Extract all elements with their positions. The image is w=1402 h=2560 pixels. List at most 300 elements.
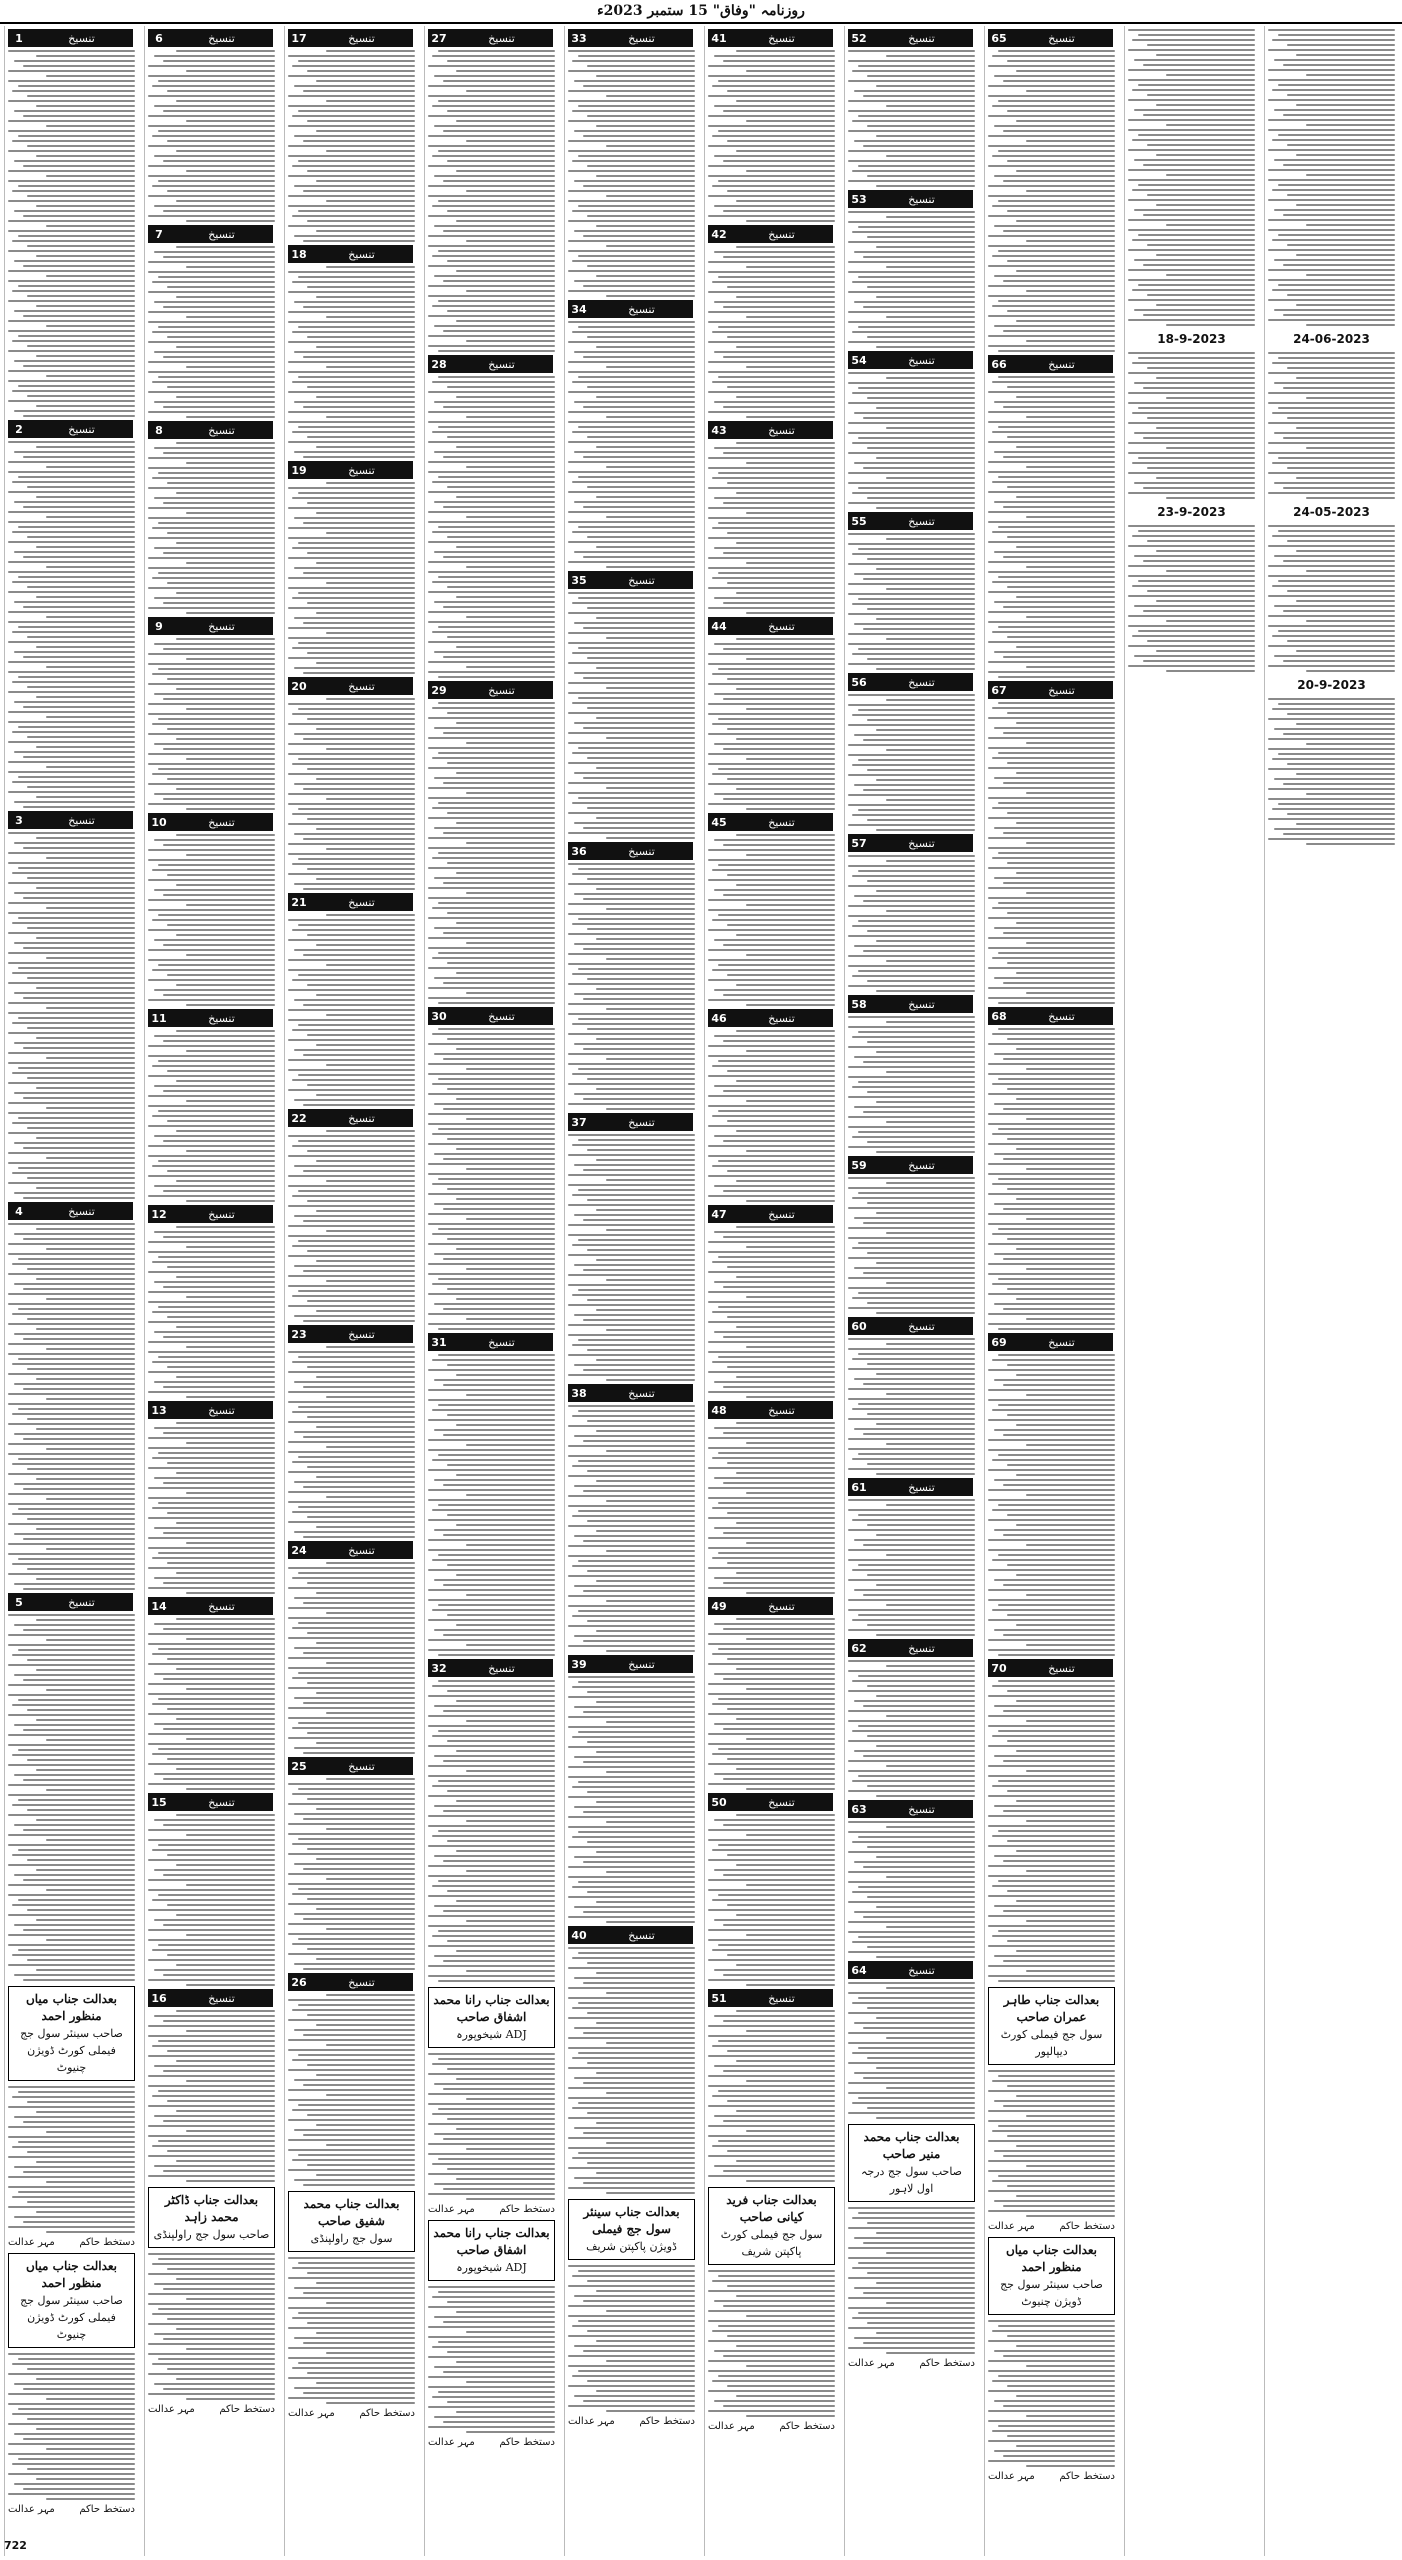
- court-seal: مہر عدالت: [848, 2358, 895, 2369]
- notice-label: تنسیخ: [590, 1926, 693, 1944]
- court-subtitle: ADJ شیخوپورہ: [456, 2261, 527, 2274]
- notice-number: 62: [848, 1639, 870, 1657]
- notice-label: تنسیخ: [730, 1989, 833, 2007]
- notice-body-text: [1268, 525, 1395, 672]
- notice-header: [148, 617, 275, 635]
- notice-body-text: [708, 834, 835, 1006]
- classified-page: [4, 26, 1398, 2556]
- notice-body-text: [988, 50, 1115, 352]
- notice-number: 40: [568, 1926, 590, 1944]
- notice-label: تنسیخ: [450, 1333, 553, 1351]
- notice-header: [568, 842, 695, 860]
- notice-label: تنسیخ: [1010, 355, 1113, 373]
- notice-header: [848, 1961, 975, 1979]
- notice-body-text: [708, 1422, 835, 1594]
- notice-number: 26: [288, 1973, 310, 1991]
- notice-label: تنسیخ: [170, 1205, 273, 1223]
- notice-number: 56: [848, 673, 870, 691]
- notice-body-text: [148, 442, 275, 614]
- court-subtitle: صاحب سینئر سول جج فیملی کورٹ ڈویژن چنیوٹ: [20, 2027, 123, 2074]
- notice-label: تنسیخ: [450, 29, 553, 47]
- masthead: [0, 0, 1402, 24]
- notice-label: تنسیخ: [310, 677, 413, 695]
- court-seal: مہر عدالت: [428, 2204, 475, 2215]
- notice-number: 18: [288, 245, 310, 263]
- judge-signature: دستخط حاکم: [499, 2204, 555, 2215]
- notice-body-text: [288, 1346, 415, 1538]
- notice-body-text: [148, 1030, 275, 1202]
- court-seal: مہر عدالت: [428, 2437, 475, 2448]
- signature-row: [848, 2358, 975, 2369]
- notice-number: 66: [988, 355, 1010, 373]
- notice-number: 64: [848, 1961, 870, 1979]
- notice-header: [288, 1325, 415, 1343]
- column-c3: [284, 26, 418, 2556]
- notice-number: 47: [708, 1205, 730, 1223]
- notice-header: [148, 421, 275, 439]
- notice-number: 69: [988, 1333, 1010, 1351]
- notice-header: [708, 421, 835, 439]
- court-title: بعدالت جناب میاں منظور احمد: [1005, 2243, 1098, 2274]
- notice-number: 43: [708, 421, 730, 439]
- notice-body-text: [8, 1614, 135, 1981]
- notice-body-text: [288, 698, 415, 890]
- notice-body-text: [568, 1405, 695, 1652]
- judge-signature: دستخط حاکم: [639, 2416, 695, 2427]
- court-title: بعدالت جناب میاں منظور احمد: [25, 2259, 118, 2290]
- signature-row: [288, 2408, 415, 2419]
- hearing-date: 20-9-2023: [1297, 678, 1366, 692]
- notice-label: تنسیخ: [870, 29, 973, 47]
- court-seal: مہر عدالت: [568, 2416, 615, 2427]
- notice-body-text: [148, 638, 275, 810]
- notice-number: 38: [568, 1384, 590, 1402]
- court-seal: مہر عدالت: [288, 2408, 335, 2419]
- court-seal: مہر عدالت: [8, 2237, 55, 2248]
- notice-number: 27: [428, 29, 450, 47]
- notice-header: [848, 834, 975, 852]
- notice-number: 35: [568, 571, 590, 589]
- notice-label: تنسیخ: [30, 29, 133, 47]
- notice-label: تنسیخ: [450, 1007, 553, 1025]
- notice-body-text: [568, 50, 695, 297]
- court-subtitle: سول جج فیملی کورٹ پاکپتن شریف: [720, 2228, 823, 2258]
- column-c4: [424, 26, 558, 2556]
- notice-header: [288, 1109, 415, 1127]
- notice-body-text: [288, 2257, 415, 2404]
- court-notice-header: [708, 2187, 835, 2265]
- notice-body-text: [988, 2070, 1115, 2217]
- notice-body-text: [568, 592, 695, 839]
- notice-header: [148, 1009, 275, 1027]
- notice-header: [288, 245, 415, 263]
- notice-label: تنسیخ: [730, 617, 833, 635]
- notice-label: تنسیخ: [310, 1325, 413, 1343]
- notice-header: [568, 1384, 695, 1402]
- notice-number: 9: [148, 617, 170, 635]
- notice-header: [708, 1009, 835, 1027]
- notice-number: 45: [708, 813, 730, 831]
- notice-label: تنسیخ: [590, 1655, 693, 1673]
- notice-body-text: [288, 1562, 415, 1754]
- notice-body-text: [8, 2086, 135, 2233]
- notice-number: 4: [8, 1202, 30, 1220]
- notice-number: 17: [288, 29, 310, 47]
- notice-number: 11: [148, 1009, 170, 1027]
- notice-header: [148, 1597, 275, 1615]
- column-c7: [844, 26, 978, 2556]
- notice-label: تنسیخ: [170, 813, 273, 831]
- notice-body-text: [848, 694, 975, 831]
- notice-number: 7: [148, 225, 170, 243]
- notice-header: [848, 1478, 975, 1496]
- notice-label: تنسیخ: [870, 834, 973, 852]
- notice-body-text: [708, 1030, 835, 1202]
- notice-label: تنسیخ: [310, 1109, 413, 1127]
- notice-header: [988, 1333, 1115, 1351]
- court-subtitle: سول جج راولپنڈی: [310, 2232, 393, 2245]
- notice-number: 33: [568, 29, 590, 47]
- notice-header: [428, 29, 555, 47]
- notice-body-text: [988, 1028, 1115, 1330]
- notice-header: [848, 190, 975, 208]
- notice-number: 1: [8, 29, 30, 47]
- notice-number: 65: [988, 29, 1010, 47]
- notice-number: 39: [568, 1655, 590, 1673]
- column-c1: [4, 26, 138, 2556]
- notice-header: [848, 1800, 975, 1818]
- notice-header: [708, 29, 835, 47]
- notice-label: تنسیخ: [310, 29, 413, 47]
- notice-header: [428, 1333, 555, 1351]
- notice-header: [288, 1973, 415, 1991]
- judge-signature: دستخط حاکم: [79, 2504, 135, 2515]
- notice-body-text: [708, 50, 835, 222]
- notice-header: [428, 1659, 555, 1677]
- notice-header: [428, 355, 555, 373]
- notice-number: 29: [428, 681, 450, 699]
- notice-body-text: [428, 2286, 555, 2433]
- court-seal: مہر عدالت: [8, 2504, 55, 2515]
- notice-label: تنسیخ: [1010, 1333, 1113, 1351]
- notice-body-text: [8, 832, 135, 1199]
- column-c8: [984, 26, 1118, 2556]
- judge-signature: دستخط حاکم: [1059, 2471, 1115, 2482]
- notice-number: 31: [428, 1333, 450, 1351]
- notice-label: تنسیخ: [870, 995, 973, 1013]
- notice-body-text: [288, 1778, 415, 1970]
- notice-number: 2: [8, 420, 30, 438]
- notice-label: تنسیخ: [590, 571, 693, 589]
- notice-number: 8: [148, 421, 170, 439]
- notice-body-text: [1268, 352, 1395, 499]
- column-c6: [704, 26, 838, 2556]
- notice-label: تنسیخ: [170, 421, 273, 439]
- notice-header: [8, 811, 135, 829]
- notice-number: 49: [708, 1597, 730, 1615]
- notice-label: تنسیخ: [450, 1659, 553, 1677]
- notice-body-text: [8, 50, 135, 417]
- notice-header: [288, 461, 415, 479]
- notice-label: تنسیخ: [870, 1961, 973, 1979]
- court-subtitle: صاحب سینئر سول جج ڈویژن چنیوٹ: [1000, 2278, 1103, 2308]
- court-notice-header: [148, 2187, 275, 2248]
- notice-body-text: [428, 2053, 555, 2200]
- column-extra-0: [1124, 26, 1258, 2556]
- notice-header: [568, 1655, 695, 1673]
- notice-label: تنسیخ: [310, 1973, 413, 1991]
- signature-row: [8, 2504, 135, 2515]
- notice-label: تنسیخ: [1010, 1659, 1113, 1677]
- notice-label: تنسیخ: [870, 1156, 973, 1174]
- notice-body-text: [8, 2353, 135, 2500]
- notice-body-text: [148, 834, 275, 1006]
- notice-body-text: [428, 1354, 555, 1656]
- signature-row: [988, 2471, 1115, 2482]
- court-notice-header: [8, 2253, 135, 2348]
- notice-number: 68: [988, 1007, 1010, 1025]
- notice-header: [568, 29, 695, 47]
- notice-header: [708, 1401, 835, 1419]
- court-notice-header: [568, 2199, 695, 2260]
- notice-number: 19: [288, 461, 310, 479]
- notice-body-text: [148, 1814, 275, 1986]
- judge-signature: دستخط حاکم: [779, 2421, 835, 2432]
- notice-body-text: [708, 638, 835, 810]
- notice-header: [568, 1926, 695, 1944]
- court-seal: مہر عدالت: [708, 2421, 755, 2432]
- notice-body-text: [568, 1134, 695, 1381]
- notice-number: 24: [288, 1541, 310, 1559]
- notice-label: تنسیخ: [730, 225, 833, 243]
- notice-body-text: [988, 702, 1115, 1004]
- judge-signature: دستخط حاکم: [79, 2237, 135, 2248]
- notice-body-text: [848, 2207, 975, 2354]
- notice-header: [848, 29, 975, 47]
- notice-label: تنسیخ: [30, 420, 133, 438]
- column-extra-1: [1264, 26, 1398, 2556]
- court-subtitle: سول جج فیملی کورٹ دیپالپور: [1000, 2028, 1103, 2058]
- notice-header: [288, 29, 415, 47]
- notice-label: تنسیخ: [170, 1793, 273, 1811]
- notice-label: تنسیخ: [310, 893, 413, 911]
- notice-label: تنسیخ: [1010, 1007, 1113, 1025]
- notice-label: تنسیخ: [310, 1757, 413, 1775]
- court-title: بعدالت جناب محمد منیر صاحب: [863, 2130, 960, 2161]
- notice-header: [288, 1757, 415, 1775]
- court-seal: مہر عدالت: [988, 2221, 1035, 2232]
- notice-label: تنسیخ: [1010, 29, 1113, 47]
- notice-number: 6: [148, 29, 170, 47]
- notice-body-text: [708, 2010, 835, 2182]
- notice-header: [288, 1541, 415, 1559]
- notice-body-text: [708, 1226, 835, 1398]
- hearing-date: 24-05-2023: [1293, 505, 1370, 519]
- notice-header: [568, 571, 695, 589]
- notice-label: تنسیخ: [870, 1639, 973, 1657]
- court-title: بعدالت جناب سینئر سول جج فیملی: [583, 2205, 680, 2236]
- notice-header: [708, 1989, 835, 2007]
- notice-number: 67: [988, 681, 1010, 699]
- notice-label: تنسیخ: [450, 681, 553, 699]
- signature-row: [568, 2416, 695, 2427]
- notice-number: 5: [8, 1593, 30, 1611]
- notice-header: [428, 1007, 555, 1025]
- notice-number: 70: [988, 1659, 1010, 1677]
- notice-label: تنسیخ: [730, 1009, 833, 1027]
- notice-number: 48: [708, 1401, 730, 1419]
- notice-number: 36: [568, 842, 590, 860]
- notice-body-text: [1128, 525, 1255, 672]
- notice-number: 3: [8, 811, 30, 829]
- notice-label: تنسیخ: [170, 1401, 273, 1419]
- notice-label: تنسیخ: [30, 1593, 133, 1611]
- notice-body-text: [148, 2253, 275, 2400]
- notice-header: [848, 673, 975, 691]
- column-c5: [564, 26, 698, 2556]
- court-seal: مہر عدالت: [988, 2471, 1035, 2482]
- notice-label: تنسیخ: [730, 1793, 833, 1811]
- notice-label: تنسیخ: [170, 1989, 273, 2007]
- notice-body-text: [568, 1676, 695, 1923]
- hearing-date: 24-06-2023: [1293, 332, 1370, 346]
- notice-header: [848, 1639, 975, 1657]
- court-title: بعدالت جناب فرید کیانی صاحب: [726, 2193, 817, 2224]
- notice-label: تنسیخ: [870, 190, 973, 208]
- signature-row: [428, 2437, 555, 2448]
- notice-number: 50: [708, 1793, 730, 1811]
- court-notice-header: [428, 1987, 555, 2048]
- notice-label: تنسیخ: [870, 1478, 973, 1496]
- notice-label: تنسیخ: [730, 1597, 833, 1615]
- signature-row: [148, 2404, 275, 2415]
- court-seal: مہر عدالت: [148, 2404, 195, 2415]
- court-subtitle: صاحب سول جج درجہ اول لاہور: [860, 2165, 963, 2195]
- notice-header: [988, 681, 1115, 699]
- notice-number: 46: [708, 1009, 730, 1027]
- notice-body-text: [848, 1821, 975, 1958]
- notice-label: تنسیخ: [170, 29, 273, 47]
- notice-body-text: [568, 1947, 695, 2194]
- hearing-date: 23-9-2023: [1157, 505, 1226, 519]
- notice-label: تنسیخ: [730, 1401, 833, 1419]
- notice-number: 20: [288, 677, 310, 695]
- notice-body-text: [568, 2265, 695, 2412]
- notice-number: 37: [568, 1113, 590, 1131]
- notice-header: [708, 225, 835, 243]
- notice-header: [848, 1317, 975, 1335]
- notice-number: 28: [428, 355, 450, 373]
- notice-body-text: [988, 376, 1115, 678]
- notice-body-text: [848, 855, 975, 992]
- notice-body-text: [1128, 29, 1255, 326]
- judge-signature: دستخط حاکم: [219, 2404, 275, 2415]
- notice-header: [708, 1205, 835, 1223]
- court-notice-header: [988, 1987, 1115, 2065]
- notice-number: 61: [848, 1478, 870, 1496]
- notice-number: 14: [148, 1597, 170, 1615]
- notice-body-text: [848, 1982, 975, 2119]
- notice-body-text: [848, 1177, 975, 1314]
- notice-header: [848, 1156, 975, 1174]
- notice-label: تنسیخ: [170, 1009, 273, 1027]
- notice-label: تنسیخ: [870, 1800, 973, 1818]
- notice-number: 60: [848, 1317, 870, 1335]
- notice-header: [288, 677, 415, 695]
- notice-label: تنسیخ: [590, 842, 693, 860]
- notice-body-text: [988, 1680, 1115, 1982]
- judge-signature: دستخط حاکم: [919, 2358, 975, 2369]
- judge-signature: دستخط حاکم: [1059, 2221, 1115, 2232]
- notice-number: 30: [428, 1007, 450, 1025]
- notice-body-text: [848, 1338, 975, 1475]
- notice-header: [148, 1401, 275, 1419]
- notice-body-text: [568, 863, 695, 1110]
- notice-label: تنسیخ: [170, 617, 273, 635]
- court-notice-header: [848, 2124, 975, 2202]
- notice-number: 13: [148, 1401, 170, 1419]
- judge-signature: دستخط حاکم: [499, 2437, 555, 2448]
- notice-label: تنسیخ: [170, 1597, 273, 1615]
- notice-number: 12: [148, 1205, 170, 1223]
- notice-body-text: [148, 246, 275, 418]
- notice-body-text: [428, 376, 555, 678]
- notice-number: 53: [848, 190, 870, 208]
- notice-header: [708, 1597, 835, 1615]
- notice-number: 57: [848, 834, 870, 852]
- hearing-date: 18-9-2023: [1157, 332, 1226, 346]
- notice-body-text: [708, 442, 835, 614]
- notice-header: [148, 813, 275, 831]
- notice-number: 54: [848, 351, 870, 369]
- notice-body-text: [848, 211, 975, 348]
- notice-body-text: [148, 1618, 275, 1790]
- notice-label: تنسیخ: [730, 29, 833, 47]
- notice-body-text: [848, 1016, 975, 1153]
- notice-header: [148, 1793, 275, 1811]
- court-subtitle: ڈویژن پاکپتن شریف: [586, 2240, 677, 2253]
- notice-body-text: [148, 1422, 275, 1594]
- notice-body-text: [8, 441, 135, 808]
- notice-body-text: [1268, 698, 1395, 845]
- notice-label: تنسیخ: [170, 225, 273, 243]
- court-notice-header: [288, 2191, 415, 2252]
- notice-label: تنسیخ: [310, 245, 413, 263]
- notice-label: تنسیخ: [730, 813, 833, 831]
- notice-header: [428, 681, 555, 699]
- notice-number: 23: [288, 1325, 310, 1343]
- masthead-title: روزنامہ "وفاق" 15 ستمبر 2023ء: [597, 3, 805, 19]
- notice-number: 21: [288, 893, 310, 911]
- judge-signature: دستخط حاکم: [359, 2408, 415, 2419]
- notice-body-text: [288, 50, 415, 242]
- signature-row: [988, 2221, 1115, 2232]
- notice-number: 15: [148, 1793, 170, 1811]
- notice-label: تنسیخ: [870, 512, 973, 530]
- court-subtitle: صاحب سینئر سول جج فیملی کورٹ ڈویژن چنیوٹ: [20, 2294, 123, 2341]
- notice-label: تنسیخ: [310, 1541, 413, 1559]
- notice-body-text: [428, 1028, 555, 1330]
- notice-body-text: [848, 1660, 975, 1797]
- notice-label: تنسیخ: [590, 1113, 693, 1131]
- notice-number: 10: [148, 813, 170, 831]
- court-title: بعدالت جناب محمد شفیق صاحب: [303, 2197, 400, 2228]
- notice-header: [848, 512, 975, 530]
- court-subtitle: صاحب سول جج راولپنڈی: [153, 2228, 270, 2241]
- notice-body-text: [848, 50, 975, 187]
- notice-number: 51: [708, 1989, 730, 2007]
- notice-body-text: [288, 482, 415, 674]
